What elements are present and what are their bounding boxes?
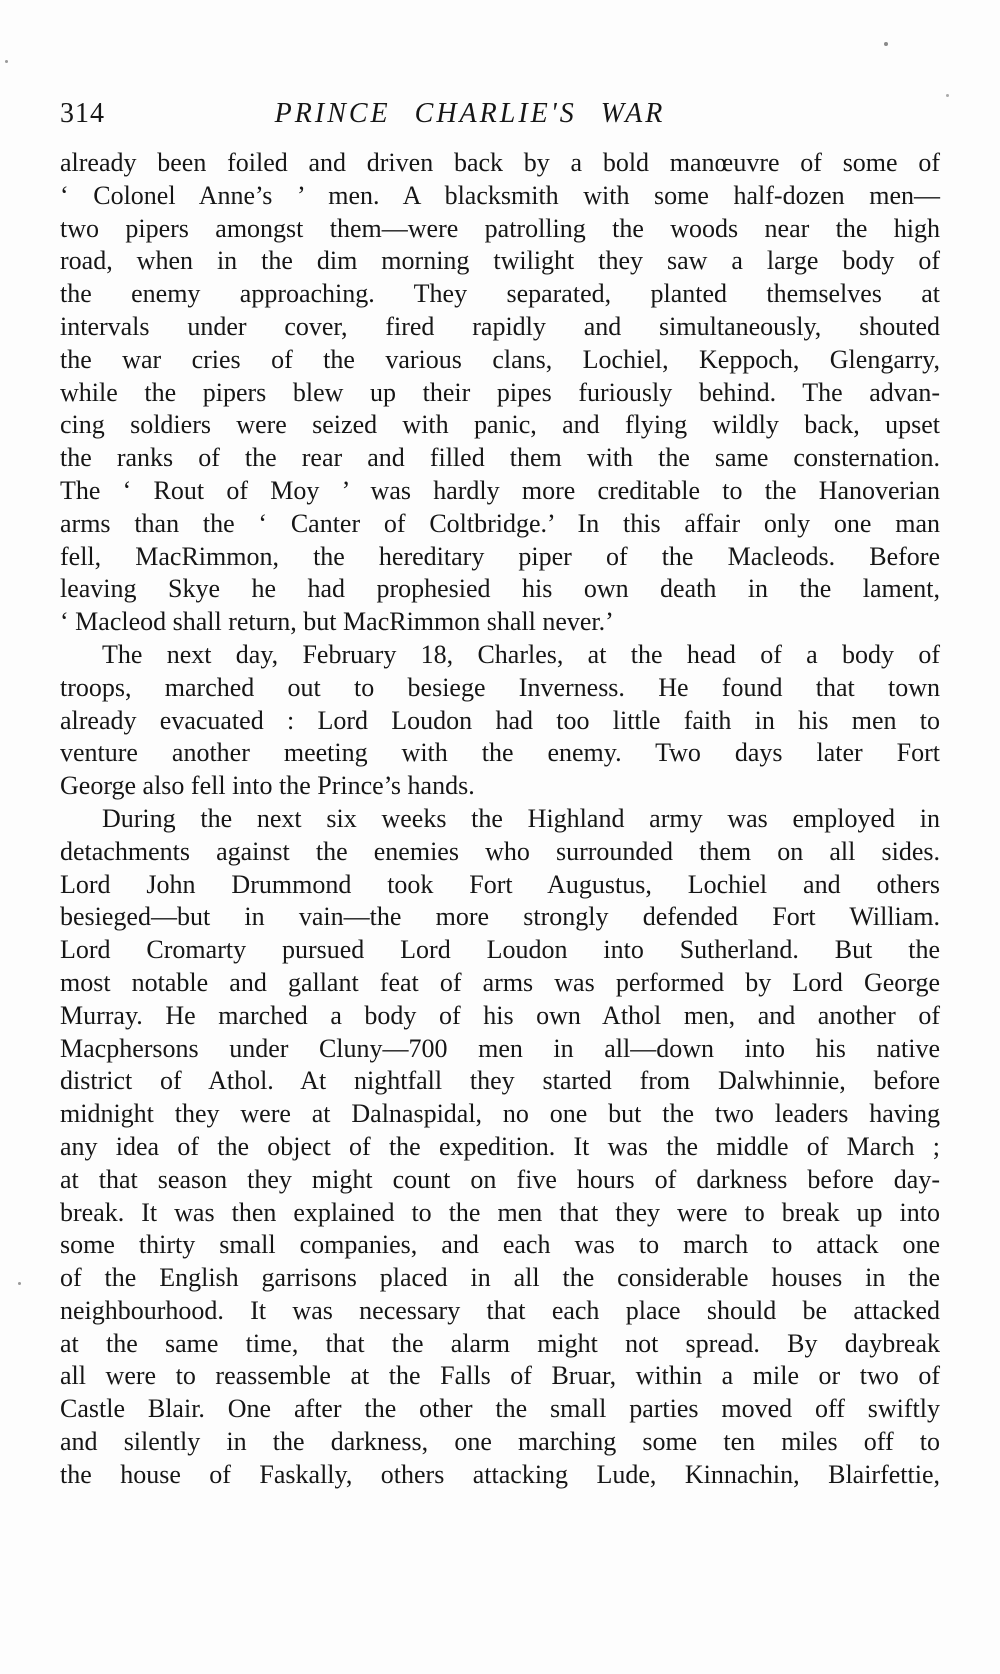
text-line: ‘ Macleod shall return, but MacRimmon shall never.’ bbox=[60, 607, 614, 637]
text-line: Lord John Drummond took Fort Augustus, Lochiel and others bbox=[60, 869, 940, 899]
running-title: PRINCE CHARLIE'S WAR bbox=[274, 98, 666, 129]
text-line: all were to reassemble at the Falls of Bruar, within a mile or two of bbox=[60, 1361, 940, 1391]
text-line: besieged—but in vain—the more strongly defended Fort William. bbox=[60, 902, 940, 932]
page-number: 314 bbox=[60, 98, 105, 129]
text-line: road, when in the dim morning twilight they saw a large body of bbox=[60, 246, 940, 276]
text-line: leaving Skye he had prophesied his own death in the lament, bbox=[60, 574, 940, 604]
scan-speck bbox=[18, 1282, 21, 1285]
text-line: troops, marched out to besiege Inverness. He found that town bbox=[60, 672, 940, 702]
text-line: detachments against the enemies who surrounded them on all sides. bbox=[60, 836, 940, 866]
text-line: the enemy approaching. They separated, planted themselves at bbox=[60, 279, 940, 309]
text-line: Macphersons under Cluny—700 men in all—down into his native bbox=[60, 1033, 940, 1063]
text-line: neighbourhood. It was necessary that each place should be attacked bbox=[60, 1295, 940, 1325]
text-line: already evacuated : Lord Loudon had too little faith in his men to bbox=[60, 705, 940, 735]
text-line: break. It was then explained to the men that they were to break up into bbox=[60, 1197, 940, 1227]
text-line: arms than the ‘ Canter of Coltbridge.’ In this affair only one man bbox=[60, 508, 940, 538]
text-line: some thirty small companies, and each was to march to attack one bbox=[60, 1230, 940, 1260]
text-line: any idea of the object of the expedition. It was the middle of March ; bbox=[60, 1131, 940, 1161]
text-line: Castle Blair. One after the other the small parties moved off swiftly bbox=[60, 1394, 940, 1424]
text-line: The next day, February 18, Charles, at the head of a body of bbox=[102, 639, 940, 669]
text-line: the house of Faskally, others attacking Lude, Kinnachin, Blairfettie, bbox=[60, 1459, 940, 1489]
text-line: district of Athol. At nightfall they started from Dalwhinnie, before bbox=[60, 1066, 940, 1096]
text-line: while the pipers blew up their pipes furiously behind. The advan- bbox=[60, 377, 940, 407]
text-line: the ranks of the rear and filled them with the same consternation. bbox=[60, 443, 940, 473]
text-line: most notable and gallant feat of arms was performed by Lord George bbox=[60, 967, 940, 997]
text-line: Murray. He marched a body of his own Athol men, and another of bbox=[60, 1000, 940, 1030]
text-line: venture another meeting with the enemy. Two days later Fort bbox=[60, 738, 940, 768]
scan-speck bbox=[5, 60, 8, 63]
text-line: of the English garrisons placed in all the considerable houses in the bbox=[60, 1263, 940, 1293]
text-line: midnight they were at Dalnaspidal, no one but the two leaders having bbox=[60, 1099, 940, 1129]
running-header bbox=[60, 98, 940, 134]
text-line: ‘ Colonel Anne’s ’ men. A blacksmith with some half-dozen men— bbox=[60, 180, 940, 210]
text-line: fell, MacRimmon, the hereditary piper of the Macleods. Before bbox=[60, 541, 940, 571]
text-line: George also fell into the Prince’s hands. bbox=[60, 771, 475, 801]
text-line: the war cries of the various clans, Lochiel, Keppoch, Glengarry, bbox=[60, 344, 940, 374]
text-line: and silently in the darkness, one marching some ten miles off to bbox=[60, 1427, 940, 1457]
page-body bbox=[60, 147, 940, 1492]
text-line: The ‘ Rout of Moy ’ was hardly more creditable to the Hanoverian bbox=[60, 475, 940, 505]
text-line: two pipers amongst them—were patrolling the woods near the high bbox=[60, 213, 940, 243]
text-line: at that season they might count on five hours of darkness before day- bbox=[60, 1164, 940, 1194]
scan-speck bbox=[946, 94, 949, 97]
text-line: Lord Cromarty pursued Lord Loudon into Sutherland. But the bbox=[60, 935, 940, 965]
text-line: at the same time, that the alarm might not spread. By daybreak bbox=[60, 1328, 940, 1358]
scan-speck bbox=[884, 42, 888, 46]
text-line: already been foiled and driven back by a bold manœuvre of some of bbox=[60, 148, 940, 177]
text-line: cing soldiers were seized with panic, and flying wildly back, upset bbox=[60, 410, 940, 440]
text-line: intervals under cover, fired rapidly and simultaneously, shouted bbox=[60, 311, 940, 341]
text-line: During the next six weeks the Highland army was employed in bbox=[102, 803, 940, 833]
